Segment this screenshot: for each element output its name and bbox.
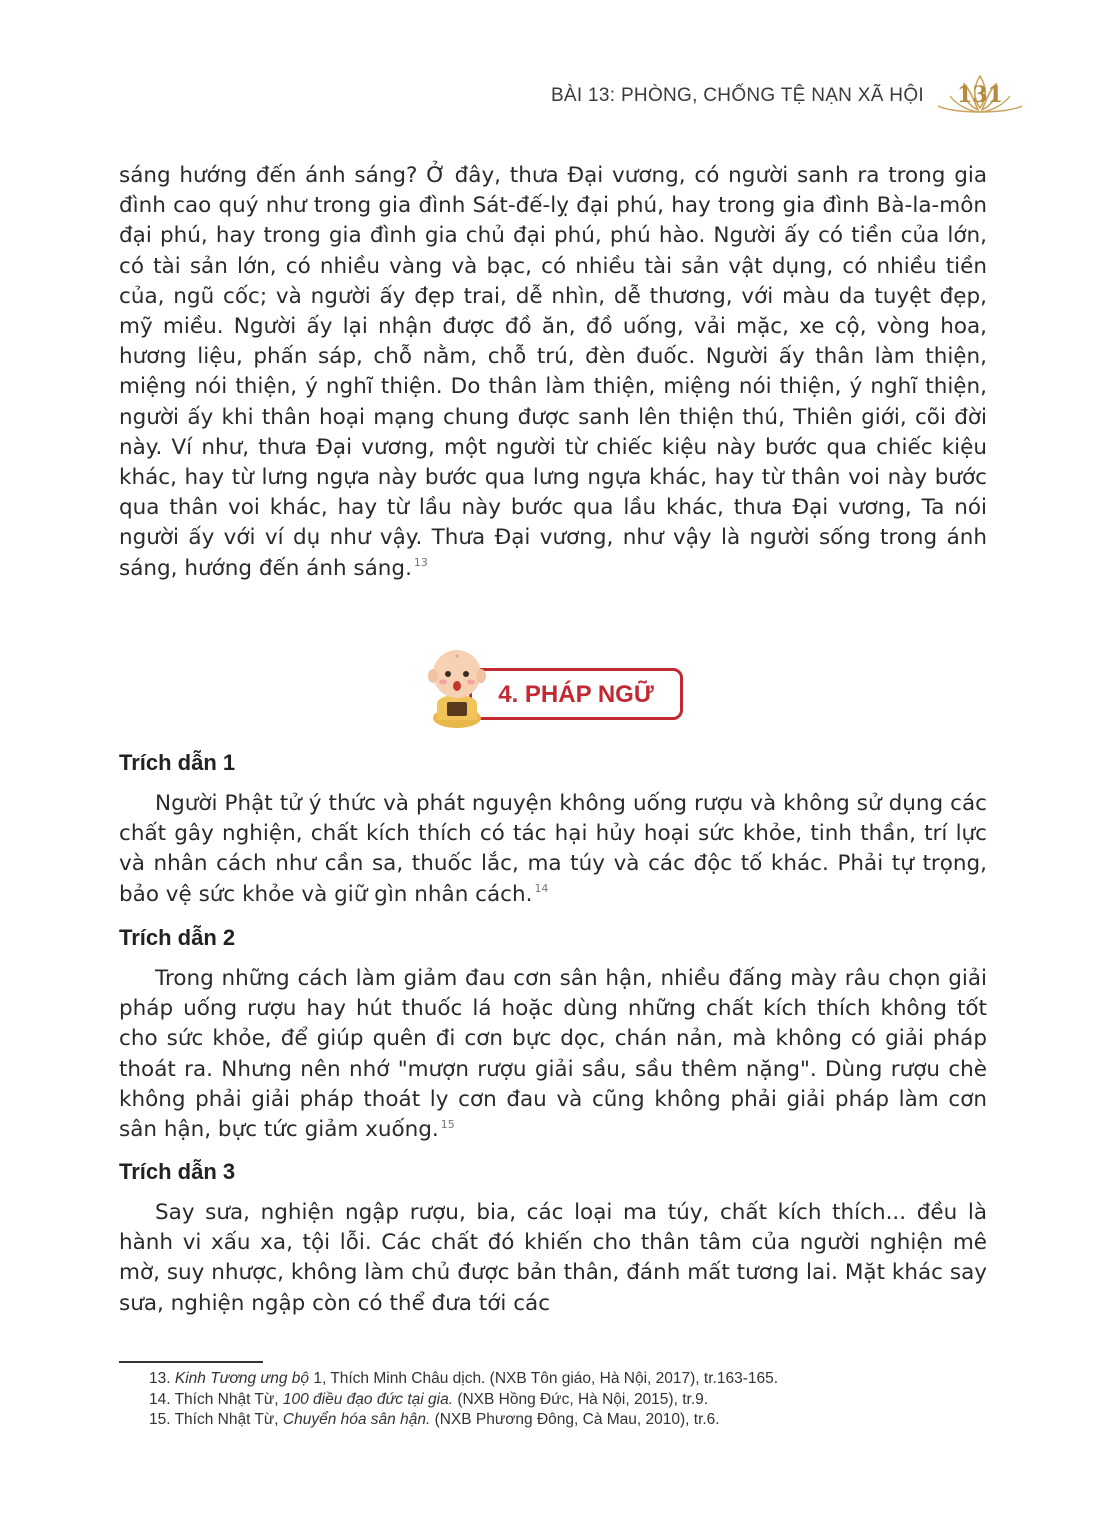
quote-1-heading: Trích dẫn 1 <box>119 750 236 775</box>
footnote-author: Thích Nhật Từ, <box>174 1390 283 1408</box>
footnote-divider <box>119 1361 263 1363</box>
section-title: 4. PHÁP NGỮ <box>498 681 654 708</box>
intro-paragraph <box>119 161 987 584</box>
quote-2-text: Trong những cách làm giảm đau cơn sân hận, nhiều đấng mày râu chọn giải pháp uống rượu hay hút thuốc lá hoặc dùng những chất kích thích không tốt cho sức khỏe, để giúp quên đi cơn bực dọc, chán nản, mà không có giải pháp thoát ra. Nhưng nên nhớ "mượn rượu giải sầu, sầu thêm nặng". Dùng rượu chè không phải giải pháp thoát ly cơn đau và cũng không phải giải pháp làm cơn sân hận, bực tức giảm xuống. <box>119 966 987 1143</box>
footnote-author: Thích Nhật Từ, <box>174 1411 283 1428</box>
footnotes <box>149 1369 989 1431</box>
footnote-title: Chuyển hóa sân hận. <box>282 1411 431 1428</box>
footnote-title: Kinh Tương ưng bộ <box>174 1370 310 1387</box>
footnote-ref-13: 13 <box>413 556 428 570</box>
chapter-title: BÀI 13: PHÒNG, CHỐNG TỆ NẠN XÃ HỘI <box>550 85 924 106</box>
footnote-number: 14. <box>149 1390 171 1408</box>
footnote-15 <box>149 1410 989 1431</box>
footnote-number: 15. <box>149 1411 171 1428</box>
quote-3-paragraph <box>119 1198 987 1319</box>
monk-mascot-icon <box>423 644 493 730</box>
page-header <box>551 74 1026 118</box>
footnote-detail: (NXB Phương Đông, Cà Mau, 2010), tr.6. <box>430 1411 720 1428</box>
page-number: 131 <box>957 82 1003 108</box>
section-badge-frame <box>469 668 683 720</box>
quote-3-heading: Trích dẫn 3 <box>119 1159 236 1184</box>
quote-2-paragraph <box>119 964 987 1145</box>
footnote-detail: 1, Thích Minh Châu dịch. (NXB Tôn giáo, Hà Nội, 2017), tr.163-165. <box>309 1370 779 1387</box>
footnote-ref-15: 15 <box>440 1117 455 1131</box>
footnote-14 <box>149 1390 989 1411</box>
footnote-number: 13. <box>149 1370 171 1387</box>
footnote-title: 100 điều đạo đức tại gia. <box>282 1390 454 1408</box>
footnote-13 <box>149 1369 989 1390</box>
quote-1-paragraph <box>119 789 987 910</box>
intro-text: sáng hướng đến ánh sáng? Ở đây, thưa Đại vương, có người sanh ra trong gia đình cao quý như trong gia đình Sát-đế-lỵ đại phú, hay trong gia đình Bà-la-môn đại phú, hay trong gia đình gia chủ đại phú, phú hào. Người ấy có tiền của lớn, có tài sản lớn, có nhiều vàng và bạc, có nhiều tài sản vật dụng, có nhiều tiền của, ngũ cốc; và người ấy đẹp trai, dễ nhìn, dễ thương, với màu da tuyệt đẹp, mỹ miều. Người ấy lại nhận được đồ ăn, đồ uống, vải mặc, xe cộ, vòng hoa, hương liệu, phấn sáp, chỗ nằm, chỗ trú, đèn đuốc. Người ấy thân làm thiện, miệng nói thiện, ý nghĩ thiện. Do thân làm thiện, miệng nói thiện, ý nghĩ thiện, người ấy khi thân hoại mạng chung được sanh lên thiện thú, Thiên giới, cõi đời này. Ví như, thưa Đại vương, một người từ chiếc kiệu này bước qua chiếc kiệu khác, hay từ lưng ngựa này bước qua lưng ngựa khác, hay từ thân voi này bước qua thân voi khác, hay từ lầu này bước qua lầu khác, thưa Đại vương, Ta nói người ấy với ví dụ như vậy. Thưa Đại vương, như vậy là người sống trong ánh sáng, hướng đến ánh sáng. <box>119 163 987 581</box>
footnote-detail: (NXB Hồng Đức, Hà Nội, 2015), tr.9. <box>453 1390 709 1408</box>
footnote-ref-14: 14 <box>534 882 549 896</box>
section-badge <box>423 644 685 730</box>
lotus-page-emblem <box>934 74 1026 118</box>
quote-2-heading: Trích dẫn 2 <box>119 925 236 950</box>
quote-1-text: Người Phật tử ý thức và phát nguyện không uống rượu và không sử dụng các chất gây nghiện, chất kích thích có tác hại hủy hoại sức khỏe, tinh thần, trí lực và nhân cách như cần sa, thuốc lắc, ma túy và các độc tố khác. Phải tự trọng, bảo vệ sức khỏe và giữ gìn nhân cách. <box>119 791 987 907</box>
quote-3-text: Say sưa, nghiện ngập rượu, bia, các loại ma túy, chất kích thích... đều là hành vi xấu xa, tội lỗi. Các chất đó khiến cho thân tâm của người nghiện mê mờ, suy nhược, không làm chủ được bản thân, đánh mất tương lai. Mặt khác say sưa, nghiện ngập còn có thể đưa tới các <box>119 1200 987 1316</box>
